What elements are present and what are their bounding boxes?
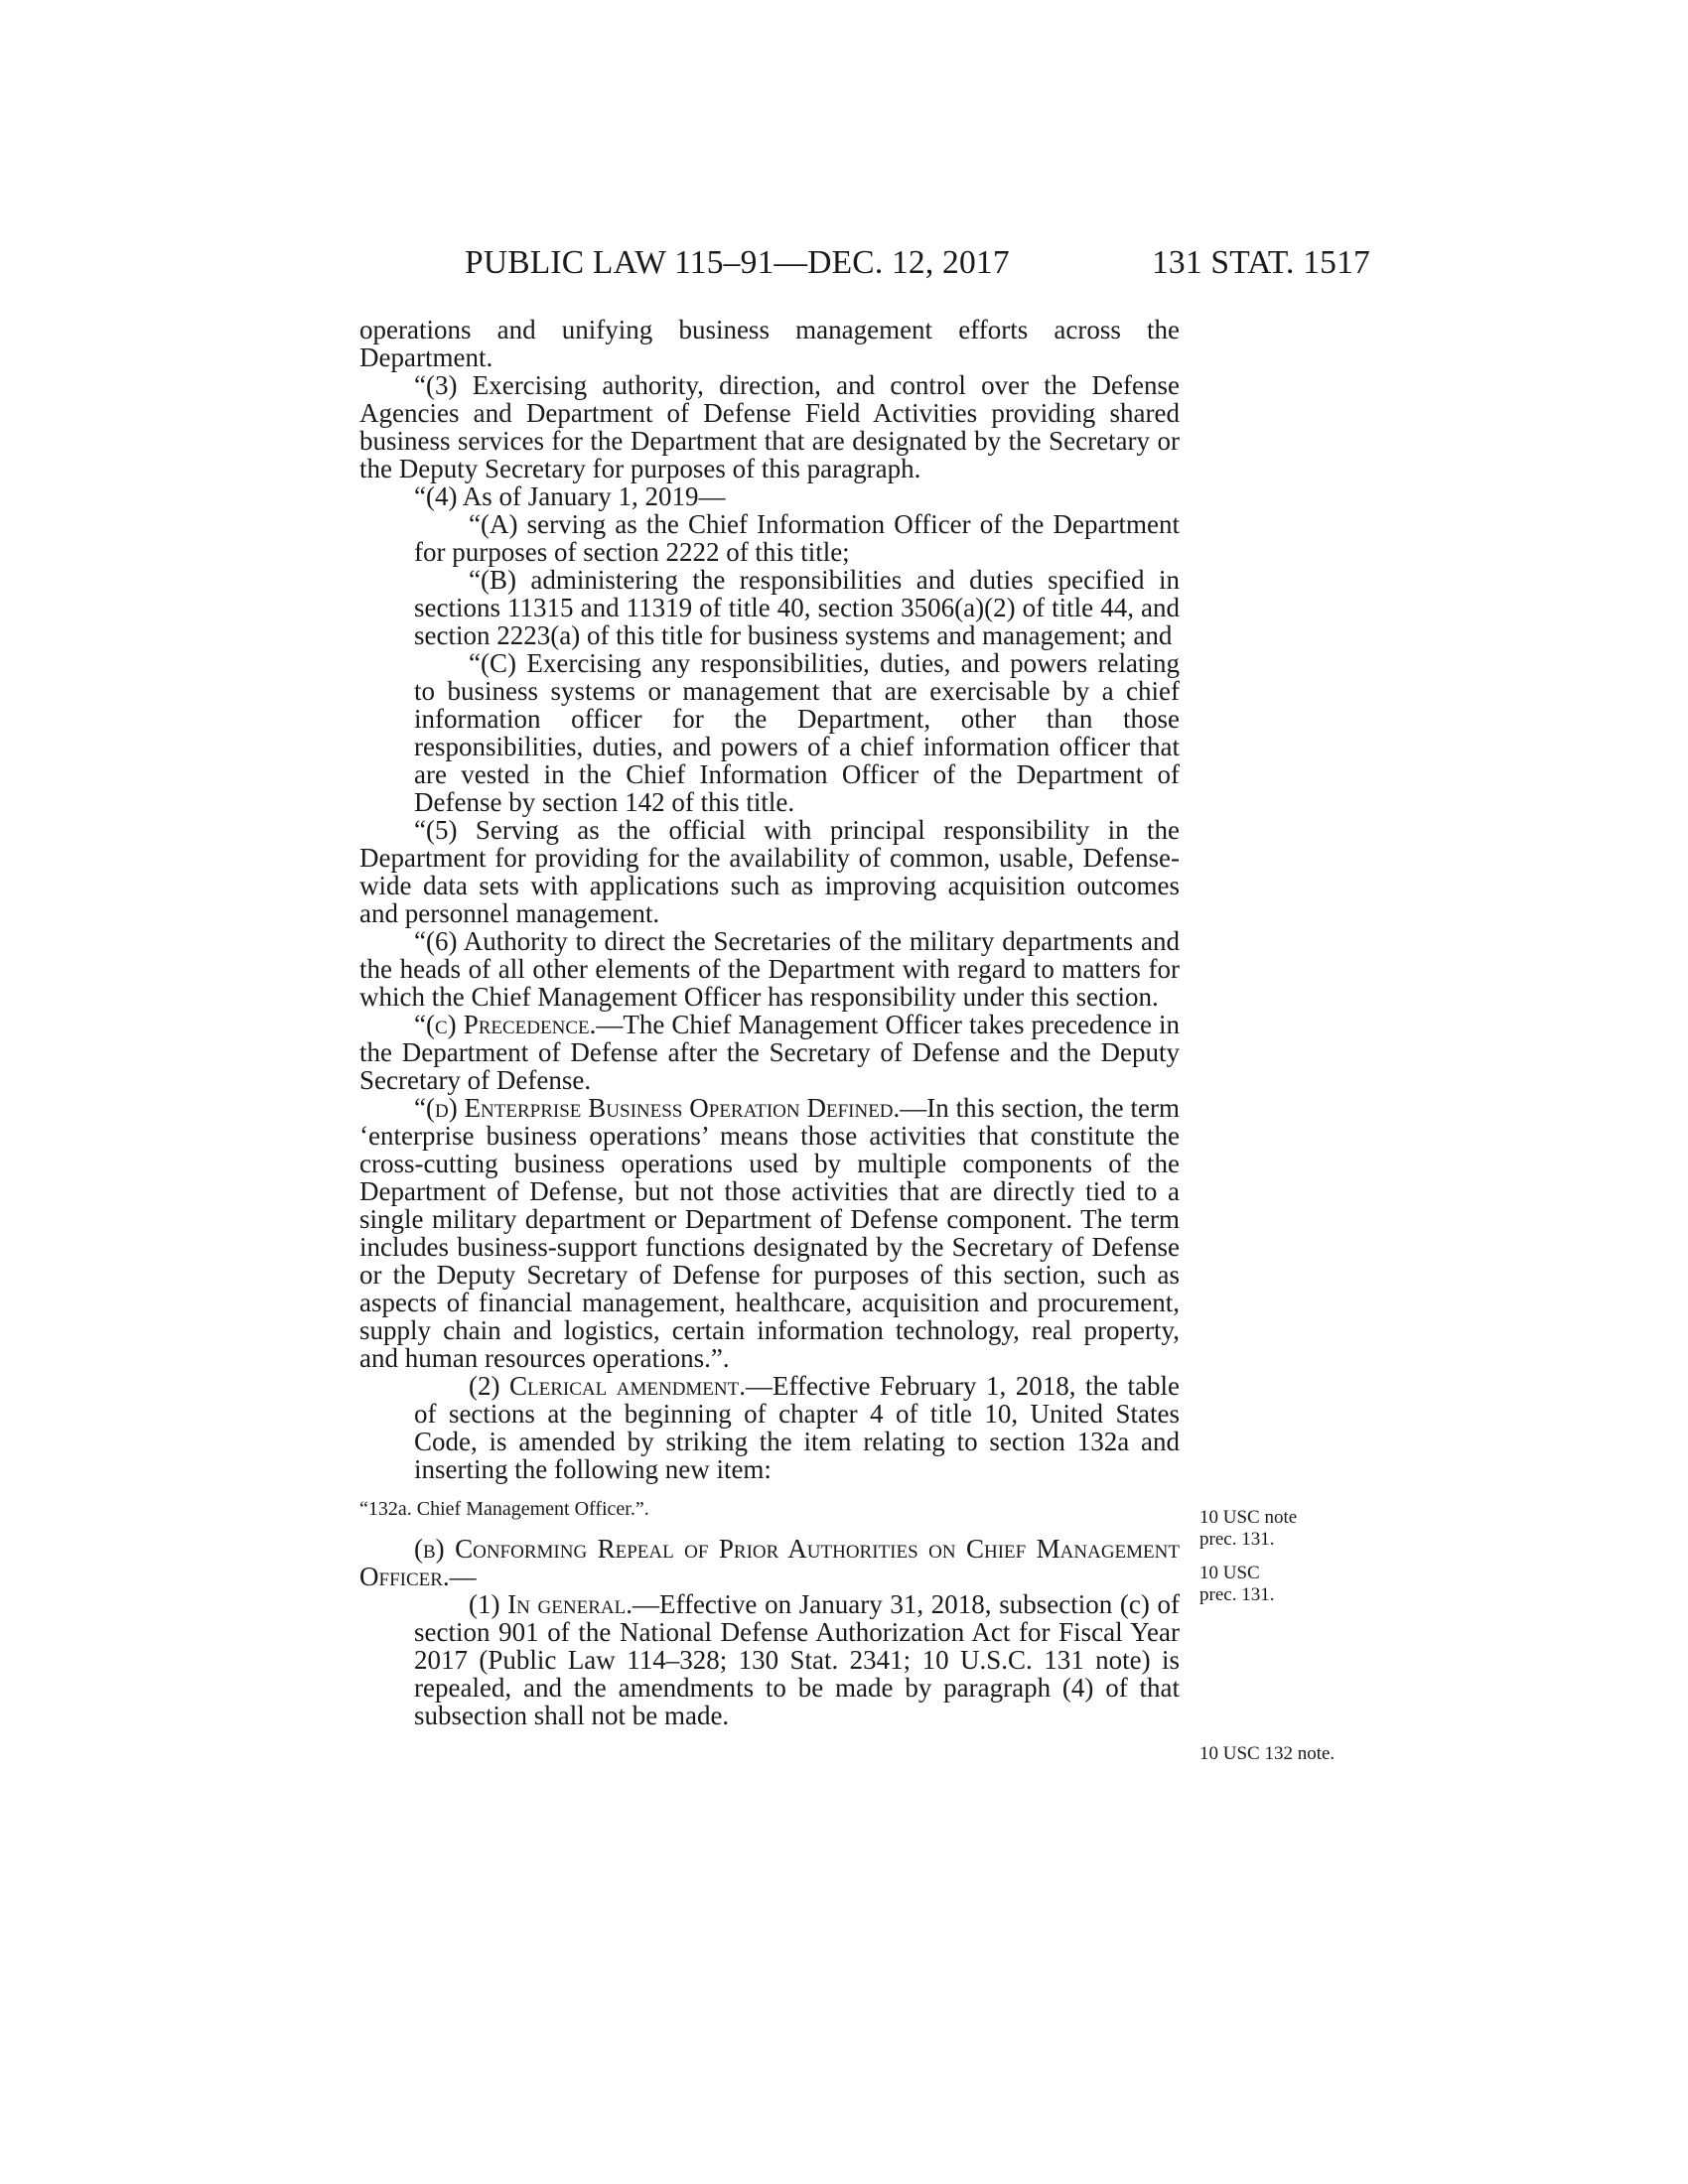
section-heading: “(d) Enterprise Business Operation Defined.— <box>414 1093 927 1123</box>
paragraph <box>359 1011 1180 1094</box>
paragraph: “(3) Exercising authority, direction, and control over the Defense Agencies and Department of Defense Field Activities providing shared business services for the Department that are designated by the Secretary or the Deputy Secretary for purposes of this paragraph. <box>359 370 1180 483</box>
paragraph: “(4) As of January 1, 2019— <box>414 481 726 511</box>
margin-note-line: 10 USC <box>1199 1563 1260 1583</box>
paragraph: “(C) Exercising any responsibilities, duties, and powers relating to business systems or management that are exercisable by a chief information officer for the Department, other than those responsibilities, duties, and powers of a chief information officer that are vested in the Chief Information Officer of the Department of Defense by section 142 of this title. <box>414 648 1180 817</box>
page-header <box>465 244 1370 290</box>
paragraph <box>359 1372 1180 1483</box>
section-heading: (b) Conforming Repeal of Prior Authorities on Chief Management Officer.— <box>359 1534 1180 1591</box>
margin-note-line: 10 USC note <box>1199 1507 1298 1528</box>
paragraph: “(6) Authority to direct the Secretaries of the military departments and the heads of all other elements of the Department with regard to matters for which the Chief Management Officer has responsibility under this section. <box>359 926 1180 1012</box>
paragraph: “(5) Serving as the official with principal responsibility in the Department for providing for the availability of common, usable, Defense-wide data sets with applications such as improving acquisition outcomes and personnel management. <box>359 815 1180 928</box>
paragraph-text: Effective on January 31, 2018, subsection (c) of section 901 of the National Defense Authorization Act for Fiscal Year 2017 (Public Law 114–328; 130 Stat. 2341; 10 U.S.C. 131 note) is repealed, and the amendments to be made by paragraph (4) of that subsection shall not be made. <box>414 1589 1180 1730</box>
table-of-sections-item: “132a. Chief Management Officer.”. <box>359 1498 649 1520</box>
paragraph <box>359 1094 1180 1372</box>
margin-note <box>1199 1563 1274 1606</box>
document-body <box>359 316 1180 1729</box>
paragraph <box>359 1535 1180 1590</box>
paragraph <box>359 1590 1180 1729</box>
margin-note-line: prec. 131. <box>1199 1584 1275 1605</box>
header-stat-ref: 131 STAT. 1517 <box>1151 244 1370 281</box>
paragraph-text: In this section, the term ‘enterprise business operations’ means those activities that constitute the cross-cutting business operations used by multiple components of the Department of Defense, but not those activities that are directly tied to a single military department or Department of Defense component. The term includes business-support functions designated by the Secretary of Defense or the Deputy Secretary of Defense for purposes of this section, such as aspects of financial management, healthcare, acquisition and procurement, supply chain and logistics, certain information technology, real property, and human resources operations.”. <box>359 1093 1180 1373</box>
paragraph: “(A) serving as the Chief Information Officer of the Department for purposes of section 2222 of this title; <box>414 509 1180 567</box>
section-heading: “(c) Precedence.— <box>414 1010 624 1039</box>
paragraph-text: Effective February 1, 2018, the table of sections at the beginning of chapter 4 of title 10, United States Code, is amended by striking the item relating to section 132a and inserting the following new item: <box>414 1371 1180 1484</box>
section-heading: (2) Clerical amendment.— <box>469 1371 773 1401</box>
margin-note-line: 10 USC 132 note. <box>1199 1743 1336 1764</box>
section-heading: (1) In general.— <box>469 1589 659 1619</box>
paragraph-text: The Chief Management Officer takes precedence in the Department of Defense after the Secretary of Defense and the Deputy Secretary of Defense. <box>359 1010 1180 1095</box>
margin-note <box>1199 1743 1335 1765</box>
paragraph: operations and unifying business management efforts across the Department. <box>359 315 1180 372</box>
header-title: PUBLIC LAW 115–91—DEC. 12, 2017 <box>465 244 1010 281</box>
margin-note <box>1199 1507 1297 1551</box>
paragraph: “(B) administering the responsibilities and duties specified in sections 11315 and 11319 of title 40, section 3506(a)(2) of title 44, and section 2223(a) of this title for business systems and management; and <box>414 565 1180 650</box>
margin-note-line: prec. 131. <box>1199 1529 1275 1550</box>
